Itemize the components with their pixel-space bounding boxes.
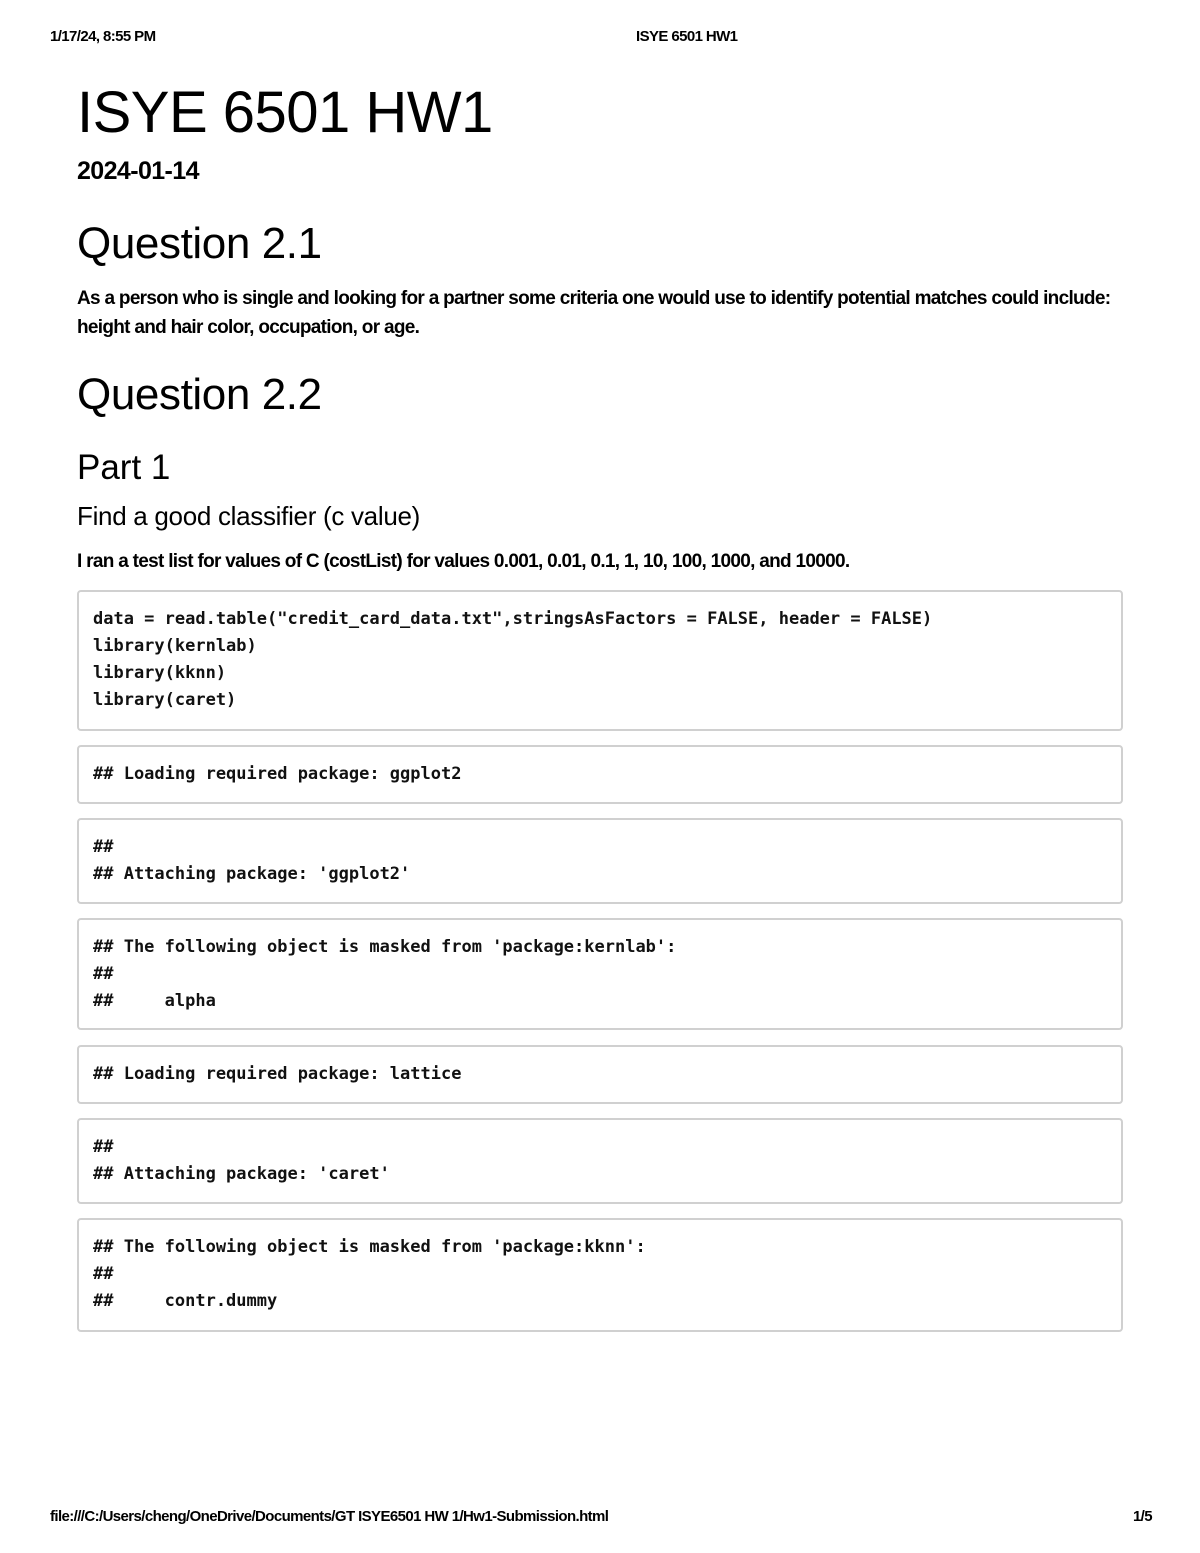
output-line: ## [93,1137,114,1157]
question-2-1-heading: Question 2.1 [77,219,322,268]
output-block-caret-attach [77,1118,1123,1204]
output-text [93,761,1107,788]
output-block-ggplot2-loading [77,745,1123,804]
question-2-1-text: As a person who is single and looking for a partner some criteria one would use to identify potential matches could include: height and hair color, occupation, or age. [77,288,1111,338]
output-block-kknn-mask [77,1218,1123,1332]
code-line: data = read.table("credit_card_data.txt",stringsAsFactors = FALSE, header = FALSE) [93,609,933,629]
output-text [93,934,1107,1015]
print-file-path: file:///C:/Users/cheng/OneDrive/Documents/GT ISYE6501 HW 1/Hw1-Submission.html [50,1508,609,1525]
document-date: 2024-01-14 [77,157,199,185]
output-line: ## Loading required package: lattice [93,1064,462,1084]
code-line: library(kknn) [93,663,227,683]
question-2-2-heading: Question 2.2 [77,370,322,419]
output-text [93,1061,1107,1088]
output-line: ## The following object is masked from 'package:kknn': [93,1237,646,1257]
output-block-lattice-loading [77,1045,1123,1104]
cost-list-text: I ran a test list for values of C (costList) for values 0.001, 0.01, 0.1, 1, 10, 100, 1000, and 10000. [77,551,850,572]
print-datetime: 1/17/24, 8:55 PM [50,28,156,45]
output-line: ## [93,837,114,857]
output-line: ## The following object is masked from 'package:kernlab': [93,937,677,957]
output-text [93,1134,1107,1188]
output-line: ## Attaching package: 'ggplot2' [93,864,411,884]
output-line: ## Attaching package: 'caret' [93,1164,390,1184]
code-line: library(caret) [93,690,237,710]
print-footer [50,1508,1152,1528]
output-line: ## Loading required package: ggplot2 [93,764,462,784]
code-block-library-setup [77,590,1123,731]
print-header [50,28,1152,48]
output-line: ## alpha [93,991,216,1011]
print-page-title: ISYE 6501 HW1 [636,28,738,45]
output-line: ## [93,1264,114,1284]
code-line: library(kernlab) [93,636,257,656]
code-text [93,606,1107,714]
output-text [93,834,1107,888]
output-block-ggplot2-attach [77,818,1123,904]
print-page-number: 1/5 [1132,1508,1152,1525]
document-title: ISYE 6501 HW1 [77,80,493,145]
output-line: ## contr.dummy [93,1291,278,1311]
output-block-kernlab-mask [77,918,1123,1030]
output-line: ## [93,964,114,984]
classifier-subheading: Find a good classifier (c value) [77,501,420,531]
part-1-heading: Part 1 [77,448,171,487]
output-text [93,1234,1107,1315]
